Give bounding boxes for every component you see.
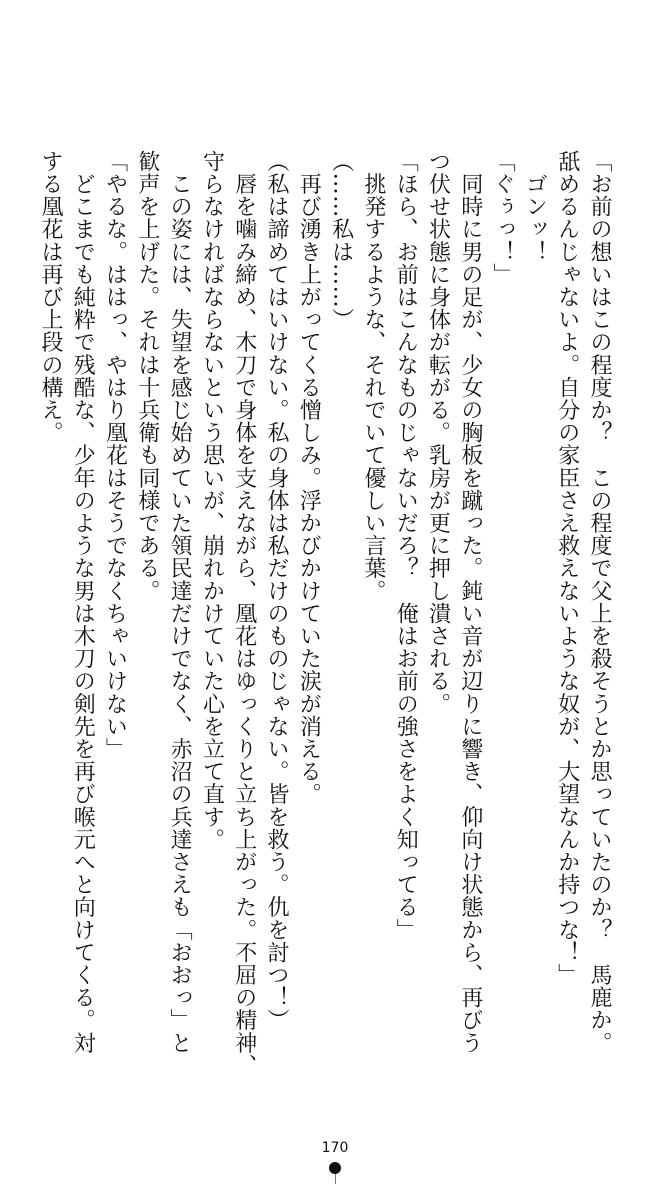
- text-line: する凰花は再び上段の構え。: [37, 150, 63, 444]
- body-text: [34, 150, 615, 1077]
- page-number: 170: [321, 1140, 349, 1156]
- text-line: （私は諦めてはいけない。私の身体は私だけのものじゃない。皆を救う。仇を討つ！）: [264, 150, 290, 1032]
- text-line: 「ぐぅっ！」: [490, 150, 516, 286]
- text-line: ゴンッ！: [522, 150, 548, 263]
- text-line: 「ほら、お前はこんなものじゃないだろ？ 俺はお前の強さをよく知ってる」: [393, 150, 419, 941]
- folio-dot: [329, 1162, 341, 1174]
- text-line: 「お前の想いはこの程度か？ この程度で父上を殺そうとか思っていたのか？ 馬鹿か。: [587, 150, 612, 1054]
- text-line: 挑発するような、それでいて優しい言葉。: [360, 150, 386, 602]
- text-line: この姿には、失望を感じ始めていた領民達だけでなく、赤沼の兵達さえも「おおっ」と: [167, 150, 193, 1054]
- text-line: 「やるな。ははっ、やはり凰花はそうでなくちゃいけない」: [102, 150, 128, 761]
- text-line: 歓声を上げた。それは十兵衛も同様である。: [134, 150, 160, 602]
- text-line: 舐めるんじゃないよ。自分の家臣さえ救えないような奴が、大望なんか持つな！」: [554, 150, 580, 987]
- text-line: 再び湧き上がってくる憎しみ。浮かびかけていた涙が消える。: [296, 150, 322, 806]
- folio-ornament: [329, 1162, 341, 1184]
- text-line: つ伏せ状態に身体が転がる。乳房が更に押し潰される。: [425, 150, 451, 715]
- text-line: 守らなければならないという思いが、崩れかけていた心を立て直す。: [199, 150, 225, 851]
- text-line: （……私は……）: [328, 150, 354, 331]
- text-line: 同時に男の足が、少女の胸板を蹴った。鈍い音が辺りに響き、仰向け状態から、再びう: [457, 150, 483, 1054]
- text-line: どこまでも純粋で残酷な、少年のような男は木刀の剣先を再び喉元へと向けてくる。対: [70, 150, 96, 1054]
- folio-stem: [335, 1174, 336, 1184]
- text-line: 唇を噛み締め、木刀で身体を支えながら、凰花はゆっくりと立ち上がった。不屈の精神、: [231, 150, 257, 1077]
